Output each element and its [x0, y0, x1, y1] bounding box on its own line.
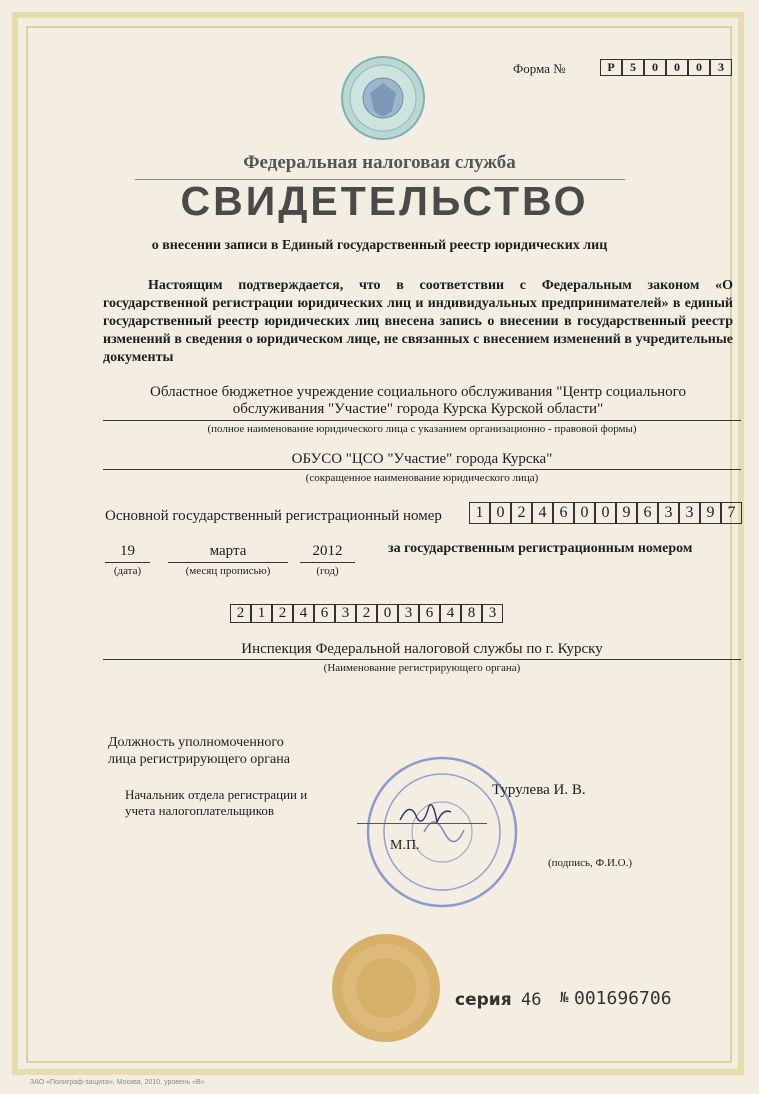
form-char: 0	[644, 59, 666, 76]
series-value: 46	[521, 990, 542, 1010]
official-name: Турулева И. В.	[492, 782, 586, 798]
reg-digit: 8	[461, 604, 482, 623]
official-stamp-icon	[362, 752, 522, 912]
short-name-caption: (сокращенное наименование юридического лица)	[305, 472, 539, 484]
full-name-line2: обслуживания "Участие" города Курска Курской области"	[232, 401, 604, 417]
ogrn-digit: 2	[511, 502, 532, 524]
ogrn-digit: 6	[637, 502, 658, 524]
full-name-line1: Областное бюджетное учреждение социального обслуживания "Центр социального	[150, 384, 686, 400]
signature-caption: (подпись, Ф.И.О.)	[548, 857, 632, 869]
ogrn-digit: 0	[574, 502, 595, 524]
document-title: СВИДЕТЕЛЬСТВО	[180, 178, 589, 224]
ogrn-digit: 6	[553, 502, 574, 524]
date-day: 19	[120, 543, 135, 559]
day-caption: (дата)	[113, 565, 142, 577]
reg-digit: 2	[356, 604, 377, 623]
reg-digit: 2	[272, 604, 293, 623]
reg-digit: 6	[314, 604, 335, 623]
year-underline	[300, 562, 355, 563]
reg-digit: 0	[377, 604, 398, 623]
ogrn-digit: 3	[679, 502, 700, 524]
date-month: марта	[209, 543, 247, 559]
official-position-line2: учета налогоплательщиков	[125, 803, 275, 818]
authority-underline	[103, 659, 741, 660]
form-char: Р	[600, 59, 622, 76]
reg-digit: 3	[398, 604, 419, 623]
ogrn-digit: 9	[700, 502, 721, 524]
ogrn-label: Основной государственный регистрационный номер	[105, 508, 442, 524]
day-underline	[105, 562, 150, 563]
reg-digit: 4	[293, 604, 314, 623]
official-label-line2: лица регистрирующего органа	[108, 752, 290, 767]
ogrn-digit: 9	[616, 502, 637, 524]
authority-name: Инспекция Федеральной налоговой службы по г. Курску	[241, 641, 603, 657]
reg-digit: 1	[251, 604, 272, 623]
form-char: 0	[666, 59, 688, 76]
reg-digit: 4	[440, 604, 461, 623]
series-number: 001696706	[574, 988, 672, 1009]
official-label-line1: Должность уполномоченного	[108, 735, 284, 750]
ogrn-digit: 7	[721, 502, 742, 524]
month-caption: (месяц прописью)	[185, 565, 271, 577]
ogrn-digit: 0	[490, 502, 511, 524]
authority-caption: (Наименование регистрирующего органа)	[323, 662, 521, 674]
form-char: 0	[688, 59, 710, 76]
confirmation-paragraph: Настоящим подтверждается, что в соответствии с Федеральным законом «О государственной регистрации юридических лиц и индивидуальных предпринимателей» в единый государственный реестр юридических лиц внесена запись о внесении в государственный реестр изменений в сведения о юридическом лице, не связанных с внесением изменений в учредительные документы	[103, 278, 733, 365]
reg-digit: 6	[419, 604, 440, 623]
ogrn-digit: 1	[469, 502, 490, 524]
short-name: ОБУСО "ЦСО "Участие" города Курска"	[291, 451, 553, 467]
short-name-underline	[103, 469, 741, 470]
form-char: 3	[710, 59, 732, 76]
form-label: Форма №	[513, 61, 566, 76]
emblem-icon	[340, 55, 426, 141]
reg-number-boxes	[230, 604, 503, 623]
form-number-boxes	[600, 59, 732, 76]
gold-seal-icon	[330, 932, 442, 1044]
printer-imprint: ЗАО «Полиграф-защита», Москва, 2010, уровень «В»	[30, 1079, 205, 1086]
mp-mark: М.П.	[390, 838, 420, 853]
full-name-underline	[103, 420, 741, 421]
reg-digit: 2	[230, 604, 251, 623]
month-underline	[168, 562, 288, 563]
number-prefix: №	[560, 990, 569, 1006]
signature-icon	[395, 798, 455, 828]
agency-name: Федеральная налоговая служба	[243, 152, 516, 173]
full-name-caption: (полное наименование юридического лица с указанием организационно - правовой формы)	[207, 423, 637, 435]
year-caption: (год)	[316, 565, 339, 577]
form-char: 5	[622, 59, 644, 76]
document-subtitle: о внесении записи в Единый государственный реестр юридических лиц	[151, 238, 608, 253]
reg-digit: 3	[335, 604, 356, 623]
date-year: 2012	[312, 543, 343, 559]
ogrn-digit: 3	[658, 502, 679, 524]
series-label: серия	[455, 990, 512, 1010]
ogrn-boxes	[469, 502, 742, 524]
ogrn-digit: 0	[595, 502, 616, 524]
ogrn-digit: 4	[532, 502, 553, 524]
reg-number-label: за государственным регистрационным номером	[388, 541, 693, 556]
official-position-line1: Начальник отдела регистрации и	[125, 787, 308, 802]
reg-digit: 3	[482, 604, 503, 623]
